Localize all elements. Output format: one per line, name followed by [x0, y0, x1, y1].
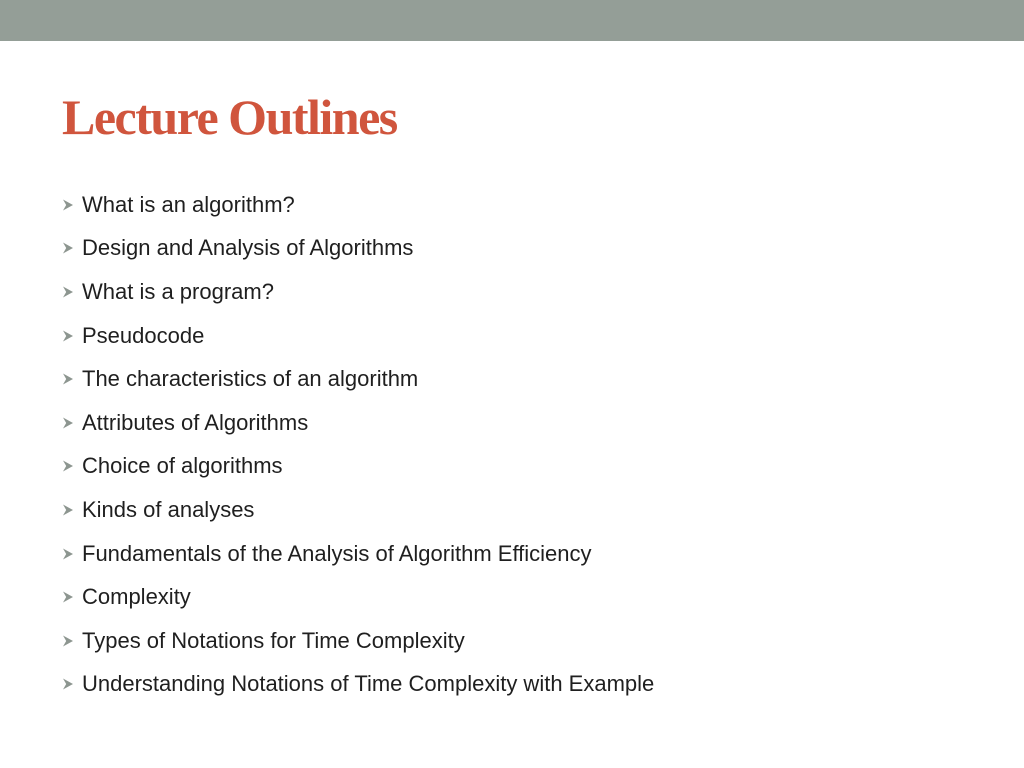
outline-item-text: What is an algorithm? — [82, 191, 295, 217]
outline-item-text: Attributes of Algorithms — [82, 409, 309, 435]
outline-item-text: What is a program? — [82, 278, 274, 304]
arrowhead-bullet-icon — [62, 199, 82, 211]
outline-item — [62, 357, 654, 401]
arrowhead-bullet-icon — [62, 591, 82, 603]
outline-item — [62, 183, 654, 227]
arrowhead-bullet-icon — [62, 373, 82, 385]
outline-item — [62, 401, 654, 445]
outline-item — [62, 445, 654, 489]
outline-item-text: Pseudocode — [82, 322, 205, 348]
top-accent-band — [0, 0, 1024, 41]
outline-item-text: Fundamentals of the Analysis of Algorithm Efficiency — [82, 540, 592, 566]
outline-item — [62, 270, 654, 314]
outline-item — [62, 575, 654, 619]
outline-item-text: The characteristics of an algorithm — [82, 366, 419, 392]
arrowhead-bullet-icon — [62, 330, 82, 342]
arrowhead-bullet-icon — [62, 504, 82, 516]
outline-item-text: Complexity — [82, 584, 191, 610]
arrowhead-bullet-icon — [62, 460, 82, 472]
outline-item — [62, 314, 654, 358]
outline-item — [62, 532, 654, 576]
outline-item-text: Understanding Notations of Time Complexity with Example — [82, 671, 655, 697]
arrowhead-bullet-icon — [62, 417, 82, 429]
outline-item — [62, 488, 654, 532]
arrowhead-bullet-icon — [62, 678, 82, 690]
arrowhead-bullet-icon — [62, 286, 82, 298]
outline-item-text: Kinds of analyses — [82, 496, 255, 522]
arrowhead-bullet-icon — [62, 242, 82, 254]
outline-item — [62, 619, 654, 663]
outline-item — [62, 227, 654, 271]
outline-item-text: Design and Analysis of Algorithms — [82, 235, 414, 261]
arrowhead-bullet-icon — [62, 635, 82, 647]
arrowhead-bullet-icon — [62, 548, 82, 560]
outline-list — [62, 183, 654, 706]
outline-item-text: Choice of algorithms — [82, 453, 283, 479]
slide-title: Lecture Outlines — [62, 89, 397, 145]
outline-item — [62, 663, 654, 707]
outline-item-text: Types of Notations for Time Complexity — [82, 627, 465, 653]
